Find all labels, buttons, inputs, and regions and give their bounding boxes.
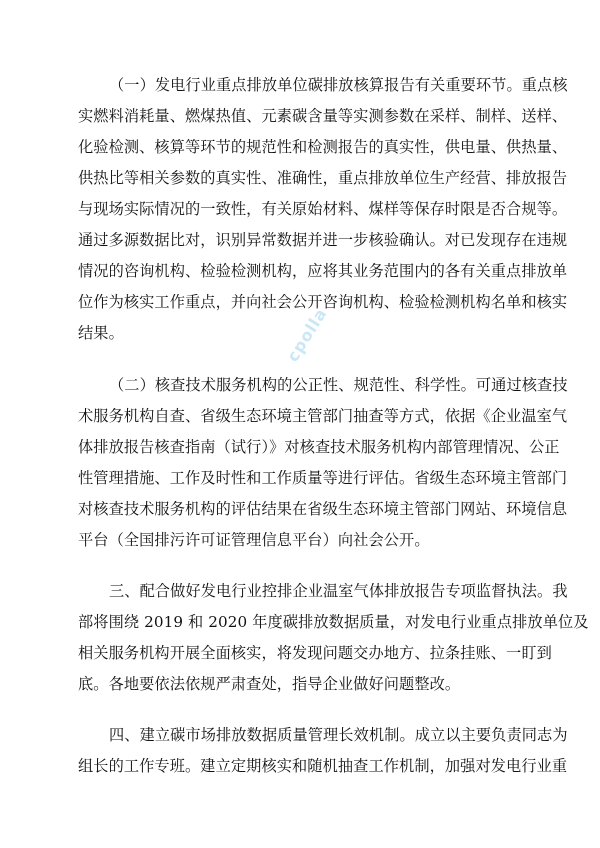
paragraph-4 [78, 720, 568, 782]
paragraph-3 [78, 576, 589, 700]
text-line: 术服务机构自查、省级生态环境主管部门抽查等方式，依据《企业温室气 [78, 407, 568, 425]
text-line: （一）发电行业重点排放单位碳排放核算报告有关重要环节。重点核 [109, 76, 568, 94]
text-line: 四、建立碳市场排放数据质量管理长效机制。成立以主要负责同志为 [109, 726, 568, 744]
text-line: 结果。 [78, 324, 124, 342]
text-line: 三、配合做好发电行业控排企业温室气体排放报告专项监督执法。我 [109, 582, 568, 600]
text-line: 体排放报告核查指南（试行）》对核查技术服务机构内部管理情况、公正 [78, 438, 560, 456]
text-line: 化验检测、核算等环节的规范性和检测报告的真实性，供电量、供热量、 [78, 138, 568, 156]
text-line: 部将围绕 2019 和 2020 年度碳排放数据质量，对发电行业重点排放单位及 [78, 613, 589, 631]
text-line: 相关服务机构开展全面核实，将发现问题交办地方、拉条挂账、一盯到 [78, 644, 552, 662]
text-line: 性管理措施、工作及时性和工作质量等进行评估。省级生态环境主管部门 [78, 469, 568, 487]
text-line: 位作为核实工作重点，并向社会公开咨询机构、检验检测机构名单和核实 [78, 293, 568, 311]
text-line: 对核查技术服务机构的评估结果在省级生态环境主管部门网站、环境信息 [78, 500, 568, 518]
text-line: 实燃料消耗量、燃煤热值、元素碳含量等实测参数在采样、制样、送样、 [78, 107, 568, 125]
text-line: 底。各地要依法依规严肃查处，指导企业做好问题整改。 [78, 675, 461, 693]
text-line: 平台（全国排污许可证管理信息平台）向社会公开。 [78, 531, 430, 549]
text-line: 情况的咨询机构、检验检测机构，应将其业务范围内的各有关重点排放单 [78, 262, 568, 280]
paragraph-1 [78, 70, 568, 349]
text-line: 组长的工作专班。建立定期核实和随机抽查工作机制，加强对发电行业重 [78, 757, 568, 775]
text-line: （二）核查技术服务机构的公正性、规范性、科学性。可通过核查技 [109, 376, 568, 394]
watermark: cpolla [283, 304, 331, 366]
paragraph-2 [78, 370, 568, 556]
text-line: 与现场实际情况的一致性，有关原始材料、煤样等保存时限是否合规等。 [78, 200, 568, 218]
text-line: 供热比等相关参数的真实性、准确性，重点排放单位生产经营、排放报告 [78, 169, 568, 187]
text-line: 通过多源数据比对，识别异常数据并进一步核验确认。对已发现存在违规 [78, 231, 568, 249]
